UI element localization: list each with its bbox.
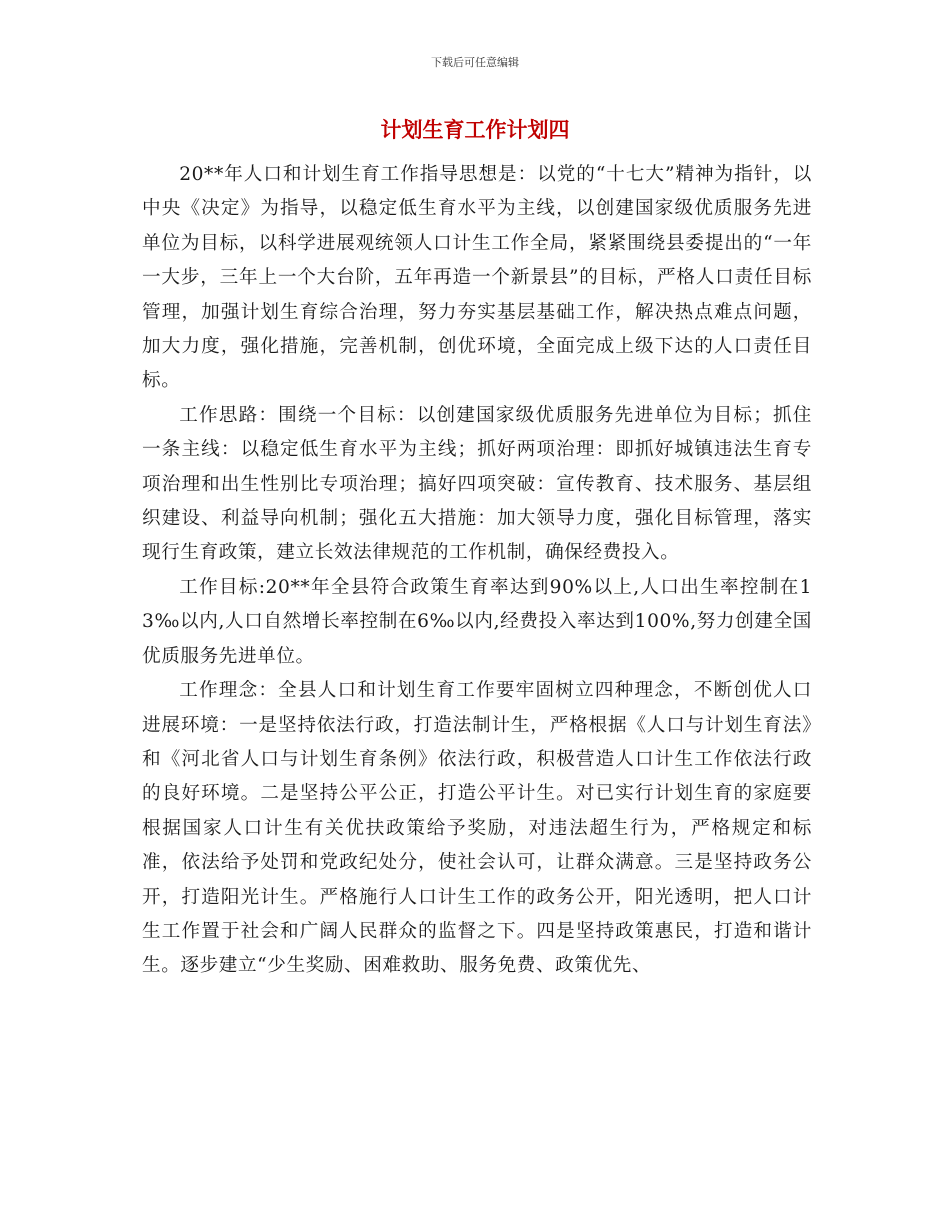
paragraph-work-philosophy: 工作理念：全县人口和计划生育工作要牢固树立四种理念，不断创优人口进展环境：一是坚持依法行政，打造法制计生，严格根据《人口与计划生育法》和《河北省人口与计划生育条例》依法行政，积极营造人口计生工作依法行政的良好环境。二是坚持公平公正，打造公平计生。对已实行计划生育的家庭要根据国家人口计生有关优扶政策给予奖励，对违法超生行为，严格规定和标准，依法给予处罚和党政纪处分，使社会认可，让群众满意。三是坚持政务公开，打造阳光计生。严格施行人口计生工作的政务公开，阳光透明，把人口计生工作置于社会和广阔人民群众的监督之下。四是坚持政策惠民，打造和谐计生。逐步建立“少生奖励、困难救助、服务免费、政策优先、 [142,680,812,977]
header-note: 下载后可任意编辑 [431,56,519,69]
document-body [142,158,812,984]
paragraph-work-approach: 工作思路：围绕一个目标：以创建国家级优质服务先进单位为目标；抓住一条主线：以稳定低生育水平为主线；抓好两项治理：即抓好城镇违法生育专项治理和出生性别比专项治理；搞好四项突破：宣传教育、技术服务、基层组织建设、利益导向机制；强化五大措施：加大领导力度，强化目标管理，落实现行生育政策，建立长效法律规范的工作机制，确保经费投入。 [142,404,812,564]
paragraph-guiding-ideology: 20**年人口和计划生育工作指导思想是：以党的“十七大”精神为指针，以中央《决定》为指导，以稳定低生育水平为主线，以创建国家级优质服务先进单位为目标，以科学进展观统领人口计生工作全局，紧紧围绕县委提出的“一年一大步，三年上一个大台阶，五年再造一个新景县”的目标，严格人口责任目标管理，加强计划生育综合治理，努力夯实基层基础工作，解决热点难点问题，加大力度，强化措施，完善机制，创优环境，全面完成上级下达的人口责任目标。 [142,164,812,392]
paragraph-work-goals: 工作目标:20**年全县符合政策生育率达到90%以上,人口出生率控制在13‰以内,人口自然增长率控制在6‰以内,经费投入率达到100%,努力创建全国优质服务先进单位。 [142,576,812,667]
document-title: 计划生育工作计划四 [380,118,570,142]
